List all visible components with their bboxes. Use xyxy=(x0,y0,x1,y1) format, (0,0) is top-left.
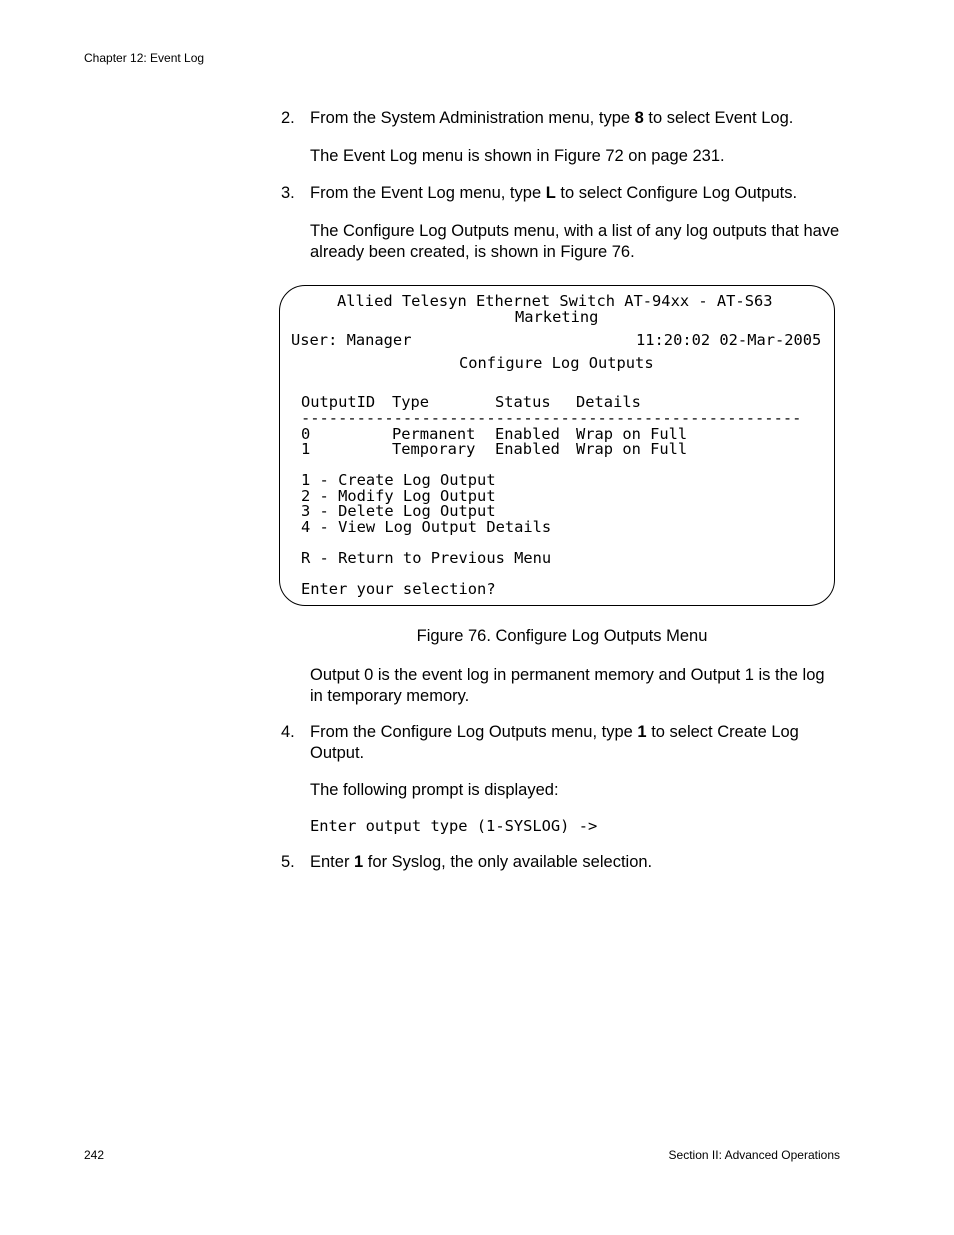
menu-option-delete: 3 - Delete Log Output xyxy=(301,502,496,520)
paragraph-output-description: Output 0 is the event log in permanent memory and Output 1 is the log in temporary memory. xyxy=(310,666,825,705)
row-0-details: Wrap on Full xyxy=(576,425,688,443)
output-type-prompt: Enter output type (1-SYSLOG) -> xyxy=(310,817,598,835)
step-number: 4. xyxy=(281,723,295,741)
terminal-menu-title: Configure Log Outputs xyxy=(459,354,654,372)
step-number: 3. xyxy=(281,184,295,202)
row-1-id: 1 xyxy=(301,440,311,458)
terminal-selection-prompt: Enter your selection? xyxy=(301,580,496,598)
row-0-type: Permanent xyxy=(392,425,476,443)
step-text: From the System Administration menu, type 8 to select Event Log. xyxy=(310,109,794,127)
column-header-type: Type xyxy=(392,393,430,411)
figure-caption: Figure 76. Configure Log Outputs Menu xyxy=(416,627,708,645)
terminal-datetime: 11:20:02 02-Mar-2005 xyxy=(636,331,822,349)
paragraph-event-log-menu: The Event Log menu is shown in Figure 72 on page 231. xyxy=(310,147,725,165)
terminal-screen-figure xyxy=(279,285,835,606)
row-1-type: Temporary xyxy=(392,440,476,458)
terminal-divider: ------------------------------------------------------ xyxy=(301,409,802,427)
terminal-subtitle: Marketing xyxy=(515,308,599,326)
menu-option-return: R - Return to Previous Menu xyxy=(301,549,552,567)
running-header: Chapter 12: Event Log xyxy=(84,51,205,65)
column-header-outputid: OutputID xyxy=(301,393,376,411)
paragraph-configure-outputs: The Configure Log Outputs menu, with a list of any log outputs that have already been created, is shown in Figure 76. xyxy=(310,222,840,261)
column-header-details: Details xyxy=(576,393,641,411)
step-number: 5. xyxy=(281,853,295,871)
section-footer: Section II: Advanced Operations xyxy=(668,1148,840,1162)
row-1-status: Enabled xyxy=(495,440,560,458)
terminal-user: User: Manager xyxy=(291,331,412,349)
row-0-id: 0 xyxy=(301,425,311,443)
page-number: 242 xyxy=(84,1148,105,1162)
step-text: From the Event Log menu, type L to select Configure Log Outputs. xyxy=(310,184,798,202)
step-number: 2. xyxy=(281,109,295,127)
step-text: Enter 1 for Syslog, the only available selection. xyxy=(310,853,653,871)
menu-option-create: 1 - Create Log Output xyxy=(301,471,496,489)
menu-option-modify: 2 - Modify Log Output xyxy=(301,487,496,505)
row-1-details: Wrap on Full xyxy=(576,440,688,458)
column-header-status: Status xyxy=(495,393,551,411)
menu-option-view: 4 - View Log Output Details xyxy=(301,518,552,536)
step-text: From the Configure Log Outputs menu, type 1 to select Create Log Output. xyxy=(310,723,799,762)
terminal-title: Allied Telesyn Ethernet Switch AT-94xx - AT-S63 xyxy=(337,292,773,310)
paragraph-prompt-intro: The following prompt is displayed: xyxy=(310,781,559,799)
row-0-status: Enabled xyxy=(495,425,560,443)
